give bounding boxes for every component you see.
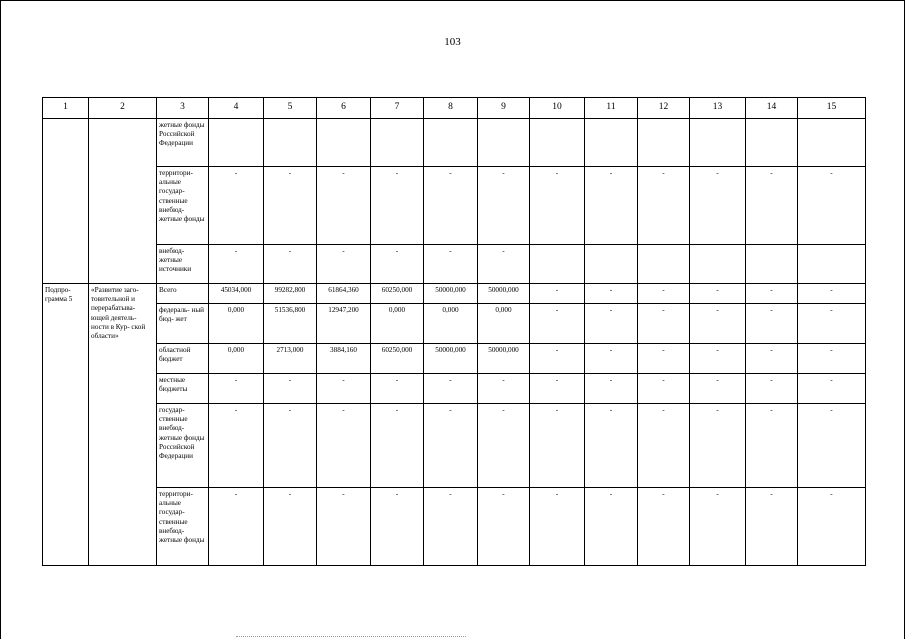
value-cell: - [746,167,798,245]
value-cell [746,245,798,284]
funding-source: местные бюджеты [157,374,209,404]
table-row [43,119,866,167]
value-cell: 12947,200 [317,304,371,344]
value-cell: - [424,404,478,488]
value-cell: - [371,404,424,488]
value-cell: - [478,374,530,404]
value-cell: - [746,344,798,374]
value-cell: - [264,488,317,566]
header-cell: 1 [43,98,89,119]
value-cell: - [690,404,746,488]
header-cell: 6 [317,98,371,119]
value-cell [585,119,638,167]
table-row [43,344,866,374]
value-cell: 99282,800 [264,284,317,304]
header-cell: 8 [424,98,478,119]
value-cell: - [746,304,798,344]
value-cell: - [746,284,798,304]
header-cell: 11 [585,98,638,119]
value-cell [530,119,585,167]
funding-source: федераль- ный бюд- жет [157,304,209,344]
value-cell: - [371,374,424,404]
funding-source: государ- ственные внебюд- жетные фонды Российской Федерации [157,404,209,488]
value-cell: 50000,000 [478,344,530,374]
value-cell: - [798,167,866,245]
value-cell: - [585,344,638,374]
value-cell: - [264,167,317,245]
header-cell: 7 [371,98,424,119]
header-cell: 9 [478,98,530,119]
value-cell: - [638,404,690,488]
value-cell: - [585,167,638,245]
value-cell [585,245,638,284]
value-cell: - [478,488,530,566]
value-cell [798,245,866,284]
value-cell: 2713,000 [264,344,317,374]
value-cell: - [585,304,638,344]
table-header-row [43,98,866,119]
value-cell: - [478,404,530,488]
value-cell: - [585,488,638,566]
value-cell: - [690,344,746,374]
value-cell: 0,000 [371,304,424,344]
value-cell: - [638,284,690,304]
value-cell [530,245,585,284]
scan-artifact [236,636,466,638]
value-cell: - [798,374,866,404]
value-cell: - [798,488,866,566]
table-row [43,284,866,304]
value-cell: - [424,488,478,566]
value-cell: - [209,245,264,284]
header-cell: 14 [746,98,798,119]
value-cell [638,119,690,167]
value-cell: - [690,304,746,344]
value-cell: - [424,245,478,284]
value-cell: - [371,167,424,245]
value-cell: - [478,167,530,245]
table-row [43,374,866,404]
value-cell: - [209,374,264,404]
funding-source: внебюд- жетные источники [157,245,209,284]
value-cell: - [424,167,478,245]
value-cell: - [798,284,866,304]
value-cell: - [530,167,585,245]
value-cell: - [264,374,317,404]
value-cell [746,119,798,167]
funding-source: жетные фонды Российской Федерации [157,119,209,167]
value-cell: - [317,167,371,245]
value-cell [424,119,478,167]
value-cell: - [638,344,690,374]
value-cell: - [530,344,585,374]
value-cell: - [746,404,798,488]
header-cell: 10 [530,98,585,119]
value-cell: - [798,404,866,488]
value-cell: - [317,488,371,566]
value-cell [690,245,746,284]
value-cell: - [317,374,371,404]
subprogram-name: «Развитие заго- товительной и перерабатыва- ющей деятель- ности в Кур- ской области» [89,284,157,566]
header-cell: 5 [264,98,317,119]
header-cell: 2 [89,98,157,119]
value-cell [371,119,424,167]
value-cell: - [317,404,371,488]
table-row [43,245,866,284]
value-cell: - [638,167,690,245]
value-cell: 50000,000 [478,284,530,304]
value-cell: 61864,360 [317,284,371,304]
value-cell: - [530,488,585,566]
value-cell: - [209,488,264,566]
value-cell: - [478,245,530,284]
funding-source: Всего [157,284,209,304]
value-cell: 0,000 [478,304,530,344]
value-cell: 0,000 [209,304,264,344]
value-cell: - [264,404,317,488]
value-cell: 60250,000 [371,344,424,374]
table-row [43,167,866,245]
value-cell: - [746,374,798,404]
value-cell: - [424,374,478,404]
value-cell [798,119,866,167]
value-cell: - [798,344,866,374]
value-cell: - [530,404,585,488]
value-cell: - [530,304,585,344]
value-cell: 50000,000 [424,344,478,374]
value-cell: - [585,284,638,304]
table-row [43,404,866,488]
value-cell: 0,000 [209,344,264,374]
page-number: 103 [444,36,461,48]
budget-table [42,97,866,566]
value-cell: - [209,404,264,488]
value-cell: - [585,374,638,404]
value-cell: - [371,245,424,284]
value-cell: - [746,488,798,566]
value-cell: - [530,284,585,304]
value-cell: - [317,245,371,284]
header-cell: 13 [690,98,746,119]
header-cell: 12 [638,98,690,119]
value-cell [478,119,530,167]
header-cell: 3 [157,98,209,119]
value-cell: - [690,488,746,566]
subprogram-code: Подпро- грамма 5 [43,284,89,566]
value-cell: - [264,245,317,284]
value-cell [638,245,690,284]
value-cell: 51536,800 [264,304,317,344]
value-cell: - [638,374,690,404]
value-cell: 3884,160 [317,344,371,374]
value-cell: - [209,167,264,245]
funding-source: территори- альные государ- ственные внебюд- жетные фонды [157,167,209,245]
value-cell [209,119,264,167]
header-cell: 15 [798,98,866,119]
value-cell: 0,000 [424,304,478,344]
table-row [43,488,866,566]
value-cell: - [690,374,746,404]
value-cell: 50000,000 [424,284,478,304]
table-row [43,304,866,344]
value-cell: - [798,304,866,344]
funding-source: территори- альные государ- ственные внебюд- жетные фонды [157,488,209,566]
empty-cell [89,119,157,284]
value-cell: - [638,304,690,344]
value-cell: - [530,374,585,404]
value-cell [264,119,317,167]
value-cell: - [371,488,424,566]
value-cell: 45034,000 [209,284,264,304]
empty-cell [43,119,89,284]
value-cell: 60250,000 [371,284,424,304]
value-cell: - [690,284,746,304]
value-cell: - [690,167,746,245]
funding-source: областной бюджет [157,344,209,374]
value-cell [317,119,371,167]
value-cell: - [638,488,690,566]
value-cell: - [585,404,638,488]
value-cell [690,119,746,167]
header-cell: 4 [209,98,264,119]
